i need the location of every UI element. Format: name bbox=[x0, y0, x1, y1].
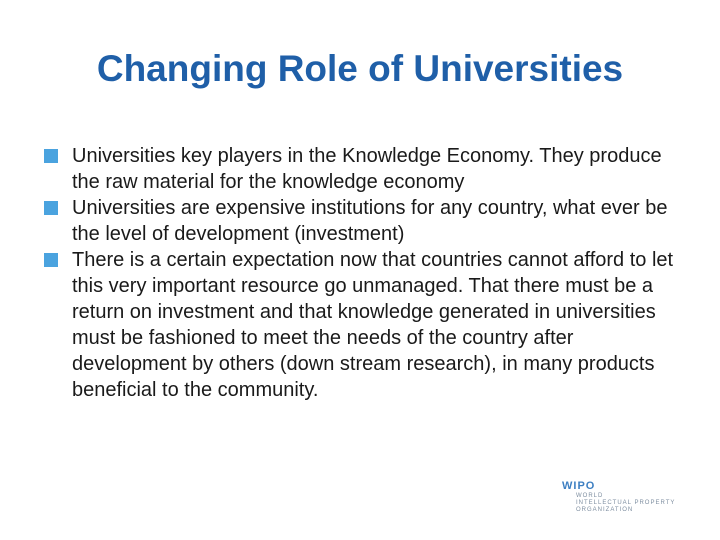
bullet-list bbox=[44, 143, 684, 403]
bullet-text: There is a certain expectation now that countries cannot afford to let this very important resource go unmanaged. That there must be a return on investment and that knowledge generated in universities must be fashioned to meet the needs of the country after development by others (down stream research), in many products beneficial to the community. bbox=[72, 249, 674, 401]
bullet-item bbox=[44, 143, 684, 195]
logo-line-organization: ORGANIZATION bbox=[576, 507, 634, 513]
square-bullet-icon bbox=[44, 201, 58, 215]
square-bullet-icon bbox=[44, 253, 58, 267]
bullet-text: Universities key players in the Knowledge Economy. They produce the raw material for the knowledge economy bbox=[72, 145, 662, 193]
wipo-logo bbox=[562, 480, 692, 516]
square-bullet-icon bbox=[44, 149, 58, 163]
logo-line-intellectual-property: INTELLECTUAL PROPERTY bbox=[576, 500, 676, 506]
bullet-item bbox=[44, 247, 684, 403]
logo-wordmark: WIPO bbox=[562, 480, 596, 492]
slide-title: Changing Role of Universities bbox=[96, 48, 624, 89]
logo-line-world: WORLD bbox=[576, 493, 604, 499]
bullet-item bbox=[44, 195, 684, 247]
bullet-text: Universities are expensive institutions for any country, what ever be the level of development (investment) bbox=[72, 197, 668, 245]
